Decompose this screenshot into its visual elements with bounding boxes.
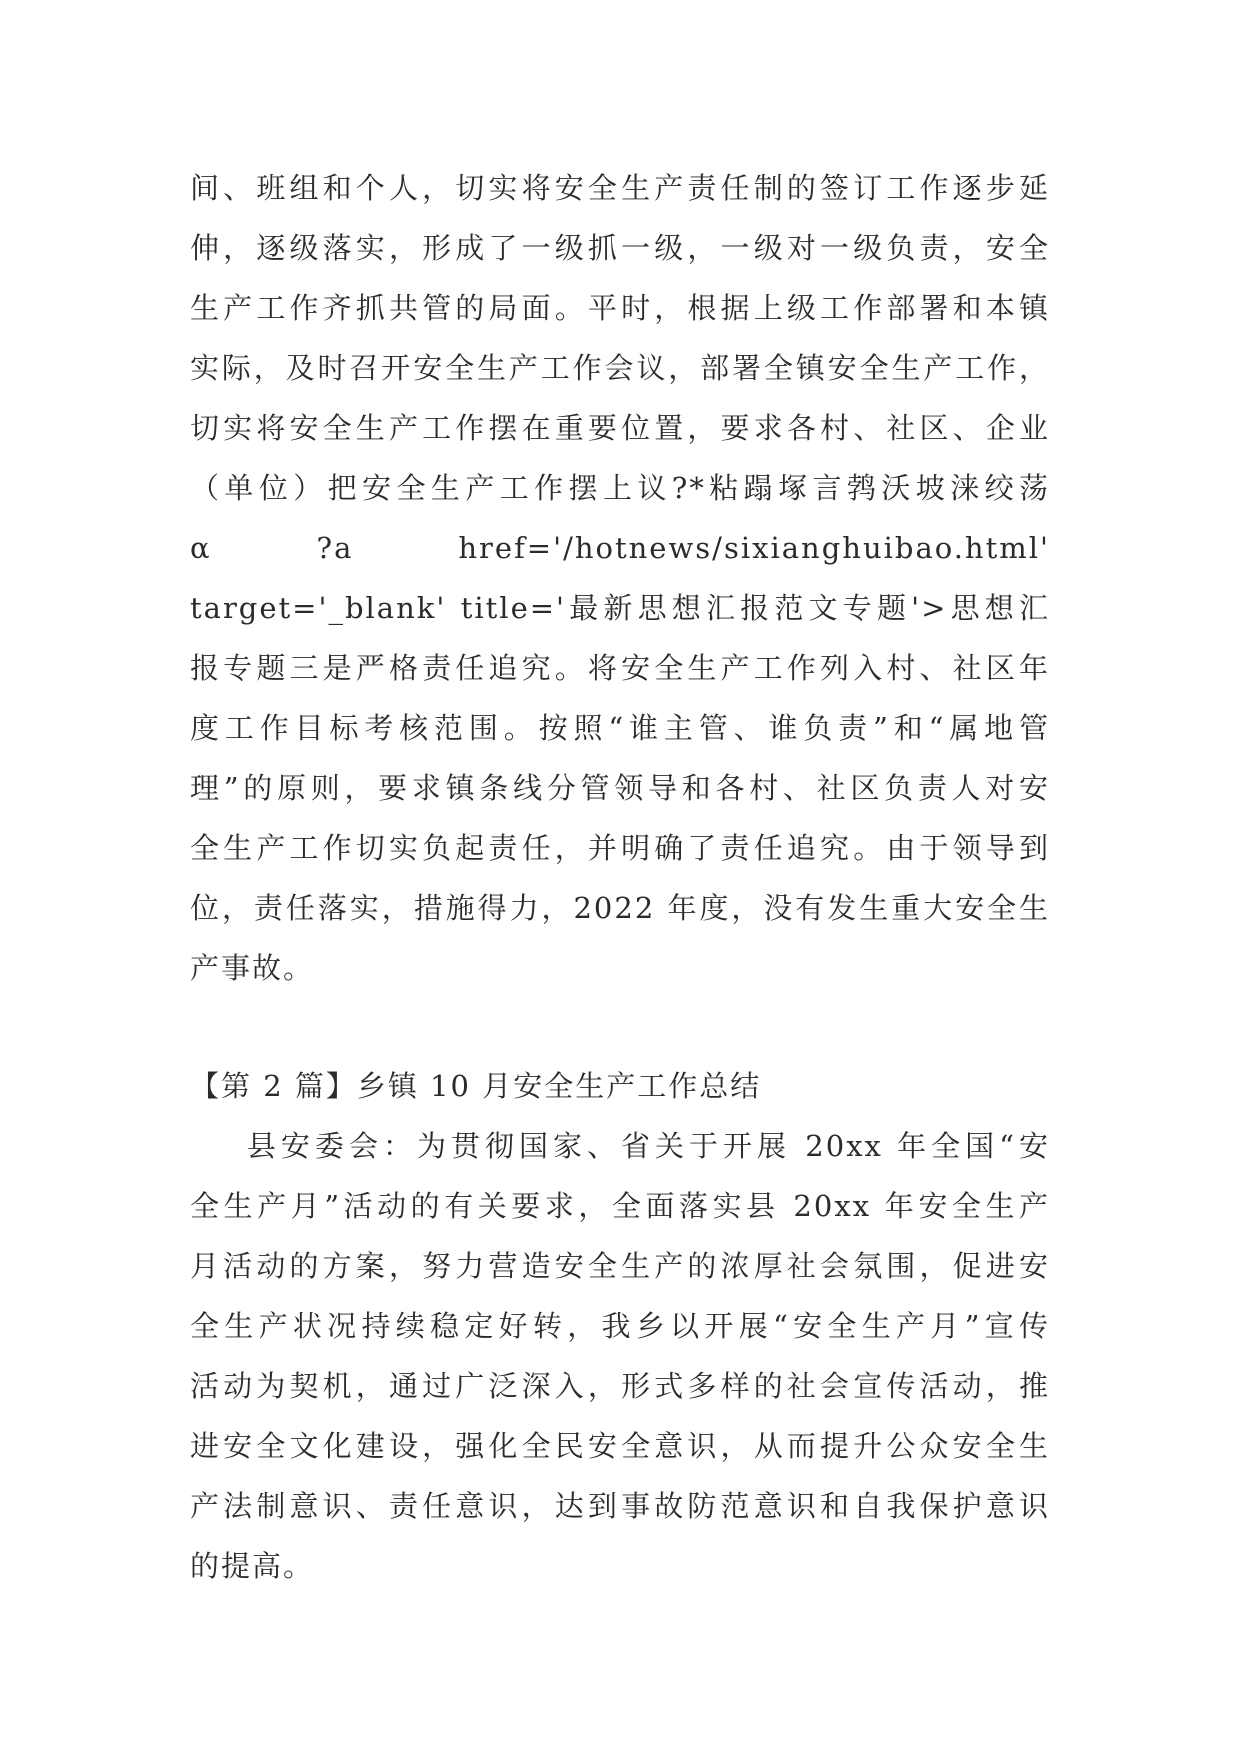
section-spacer [190,998,1050,1056]
text-line: 间、班组和个人，切实将安全生产责任制的签订工作逐步延 [190,171,1050,205]
section-paragraph [190,1116,1050,1596]
text-line: 位，责任落实，措施得力，2022 年度，没有发生重大安全生 [190,891,1050,925]
text-line: 月活动的方案，努力营造安全生产的浓厚社会氛围，促进安 [190,1249,1050,1283]
text-line: 实际，及时召开安全生产工作会议，部署全镇安全生产工作， [190,351,1050,385]
text-line: 产法制意识、责任意识，达到事故防范意识和自我保护意识 [190,1489,1050,1523]
text-line: 全生产月”活动的有关要求，全面落实县 20xx 年安全生产 [190,1189,1050,1223]
text-line: 理”的原则，要求镇条线分管领导和各村、社区负责人对安 [190,771,1050,805]
document-body [190,158,1050,1596]
text-line: 的提高。 [190,1549,315,1583]
text-line: 全生产工作切实负起责任，并明确了责任追究。由于领导到 [190,831,1050,865]
text-line: 产事故。 [190,951,315,985]
section-title: 【第 2 篇】乡镇 10 月安全生产工作总结 [190,1069,762,1103]
text-line: 伸，逐级落实，形成了一级抓一级，一级对一级负责，安全 [190,231,1050,265]
text-line: target='_blank' title='最新思想汇报范文专题'>思想汇 [190,591,1050,625]
text-line: 县安委会：为贯彻国家、省关于开展 20xx 年全国“安 [190,1129,1050,1163]
text-line: 度工作目标考核范围。按照“谁主管、谁负责”和“属地管 [190,711,1050,745]
paragraph-continued [190,158,1050,998]
text-line: 报专题三是严格责任追究。将安全生产工作列入村、社区年 [190,651,1050,685]
text-line: 活动为契机，通过广泛深入，形式多样的社会宣传活动，推 [190,1369,1050,1403]
text-line: α ?a href='/hotnews/sixianghuibao.html' [190,531,1050,565]
text-line: 全生产状况持续稳定好转，我乡以开展“安全生产月”宣传 [190,1309,1050,1343]
text-line: 切实将安全生产工作摆在重要位置，要求各村、社区、企业 [190,411,1050,445]
text-line: 进安全文化建设，强化全民安全意识，从而提升公众安全生 [190,1429,1050,1463]
text-line: （单位）把安全生产工作摆上议?*粘蹋塚言鹁沃坡涞绞荡 [190,471,1050,505]
text-line: 生产工作齐抓共管的局面。平时，根据上级工作部署和本镇 [190,291,1050,325]
